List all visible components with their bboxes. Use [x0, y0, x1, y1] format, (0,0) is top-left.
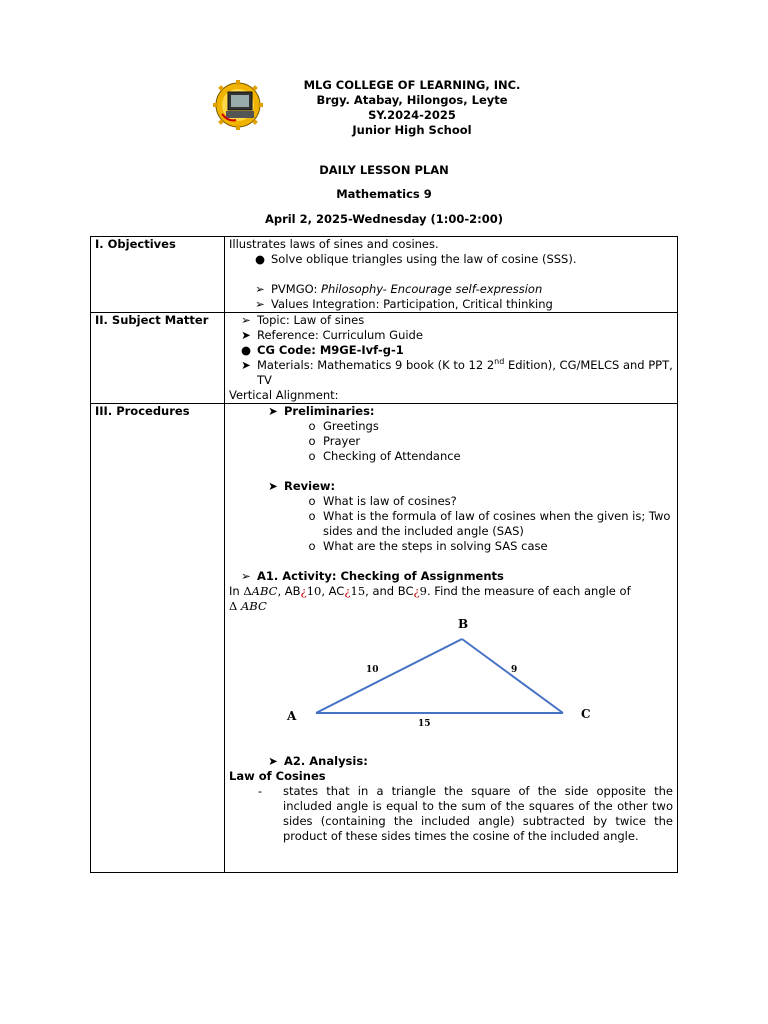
side-bc-value: 9	[419, 584, 427, 598]
school-header	[0, 78, 768, 138]
law-of-cosines-title: Law of Cosines	[229, 769, 326, 783]
subject-matter-row	[91, 313, 678, 404]
preliminaries-item	[229, 404, 673, 419]
arrow-filled-icon: ➤	[268, 754, 278, 768]
activity-text-line2	[229, 599, 673, 614]
bullet-icon: ●	[254, 252, 266, 266]
arrow-outline-icon: ➢	[255, 297, 265, 311]
analysis-item	[229, 754, 673, 769]
topic-item	[229, 313, 673, 328]
vertex-b: B	[458, 617, 469, 631]
law-definition: states that in a triangle the square of the side opposite the included angle is equal to the sum of the squares of the other two sides (containing the included angle) subtracted by twice the product of these sides times the cosine of the included angle.	[283, 784, 673, 843]
materials-part-a: Materials: Mathematics 9 book (K to 12 2	[257, 358, 495, 372]
review-title: Review:	[284, 479, 336, 493]
pvmgo-item	[229, 282, 673, 297]
side-bc-value-label: 9	[511, 665, 518, 675]
review-question	[229, 539, 673, 554]
circle-bullet-icon: o	[308, 434, 316, 448]
doc-title: DAILY LESSON PLAN	[319, 163, 449, 177]
department: Junior High School	[352, 123, 472, 137]
activity-in: In	[229, 584, 244, 598]
equals-glyph: ¿	[344, 584, 351, 598]
circle-bullet-icon: o	[308, 509, 316, 523]
subject-matter-label: II. Subject Matter	[91, 313, 225, 404]
side-bc-line	[462, 639, 563, 713]
law-definition-item	[229, 784, 673, 844]
circle-bullet-icon: o	[308, 494, 316, 508]
prelim-item	[229, 434, 673, 449]
triangle-name: ABC	[240, 599, 267, 613]
school-year: SY.2024-2025	[368, 108, 456, 122]
circle-bullet-icon: o	[308, 539, 316, 553]
side-ac-value: 15	[350, 584, 366, 598]
school-address: Brgy. Atabay, Hilongos, Leyte	[316, 93, 508, 107]
subject-matter-content	[225, 313, 678, 404]
side-ab-value: 10	[306, 584, 322, 598]
prelim-item-text: Checking of Attendance	[323, 449, 461, 463]
delta-symbol: Δ	[229, 599, 238, 613]
lesson-plan-table	[90, 236, 678, 873]
side-ac-value-label: 15	[418, 719, 431, 729]
arrow-outline-icon: ➢	[255, 282, 265, 296]
materials	[257, 358, 673, 388]
side-ab-label: , AB	[277, 584, 301, 598]
delta-symbol: Δ	[243, 584, 252, 598]
procedures-label: III. Procedures	[91, 404, 225, 873]
side-ab-line	[316, 639, 462, 713]
objectives-content	[225, 237, 678, 313]
arrow-filled-icon: ➤	[268, 479, 278, 493]
materials-part-b: Edition), CG/MELCS and PPT, TV	[257, 358, 673, 387]
vertex-a: A	[287, 709, 297, 723]
materials-item	[229, 358, 673, 388]
topic: Topic: Law of sines	[257, 313, 365, 327]
side-ab-value-label: 10	[366, 665, 379, 675]
activity-text	[229, 584, 673, 599]
triangle-name: ABC	[251, 584, 278, 598]
triangle-figure	[229, 614, 669, 754]
school-name: MLG COLLEGE OF LEARNING, INC.	[303, 78, 521, 92]
cg-code-item	[229, 343, 673, 358]
activity-item	[229, 569, 673, 584]
procedures-row	[91, 404, 678, 873]
review-question-text: What is the formula of law of cosines when the given is; Two sides and the included angle (SAS)	[323, 509, 671, 538]
arrow-filled-icon: ➤	[241, 358, 251, 372]
side-bc-label: , and BC	[365, 584, 414, 598]
bullet-icon: ●	[240, 343, 252, 357]
prelim-item-text: Greetings	[323, 419, 379, 433]
equals-glyph: ¿	[413, 584, 420, 598]
review-question-text: What is law of cosines?	[323, 494, 457, 508]
objectives-bullet: Solve oblique triangles using the law of cosine (SSS).	[271, 252, 577, 266]
pvmgo-label: PVMGO:	[271, 282, 322, 296]
values-integration: Values Integration: Participation, Critical thinking	[271, 297, 553, 311]
reference-item	[229, 328, 673, 343]
doc-subject: Mathematics 9	[336, 187, 432, 201]
circle-bullet-icon: o	[308, 449, 316, 463]
doc-date: April 2, 2025-Wednesday (1:00-2:00)	[264, 212, 504, 226]
vertex-c: C	[581, 707, 591, 721]
review-question	[229, 494, 673, 509]
review-question-text: What are the steps in solving SAS case	[323, 539, 548, 553]
vertical-alignment: Vertical Alignment:	[229, 388, 339, 402]
objectives-label: I. Objectives	[91, 237, 225, 313]
values-item	[229, 297, 673, 312]
activity-title: A1. Activity: Checking of Assignments	[257, 569, 504, 583]
arrow-outline-icon: ➢	[241, 569, 251, 583]
review-item	[229, 479, 673, 494]
analysis-title: A2. Analysis:	[284, 754, 368, 768]
prelim-item	[229, 419, 673, 434]
reference: Reference: Curriculum Guide	[257, 328, 423, 342]
arrow-filled-icon: ➤	[268, 404, 278, 418]
prelim-item	[229, 449, 673, 464]
objectives-bullet-item	[229, 252, 673, 267]
activity-rest: . Find the measure of each angle of	[426, 584, 631, 598]
arrow-outline-icon: ➢	[241, 313, 251, 327]
dash-bullet-icon: -	[257, 784, 263, 798]
preliminaries-title: Preliminaries:	[284, 404, 375, 418]
prelim-item-text: Prayer	[323, 434, 361, 448]
review-question	[229, 509, 673, 539]
pvmgo-value: Philosophy- Encourage self-expression	[321, 282, 543, 296]
objectives-row	[91, 237, 678, 313]
circle-bullet-icon: o	[308, 419, 316, 433]
side-ac-label: , AC	[321, 584, 345, 598]
arrow-filled-icon: ➤	[241, 328, 251, 342]
procedures-content	[225, 404, 678, 873]
materials-sup: nd	[494, 357, 505, 367]
equals-glyph: ¿	[300, 584, 307, 598]
cg-code: CG Code: M9GE-Ivf-g-1	[257, 343, 404, 357]
objectives-intro: Illustrates laws of sines and cosines.	[229, 237, 439, 251]
